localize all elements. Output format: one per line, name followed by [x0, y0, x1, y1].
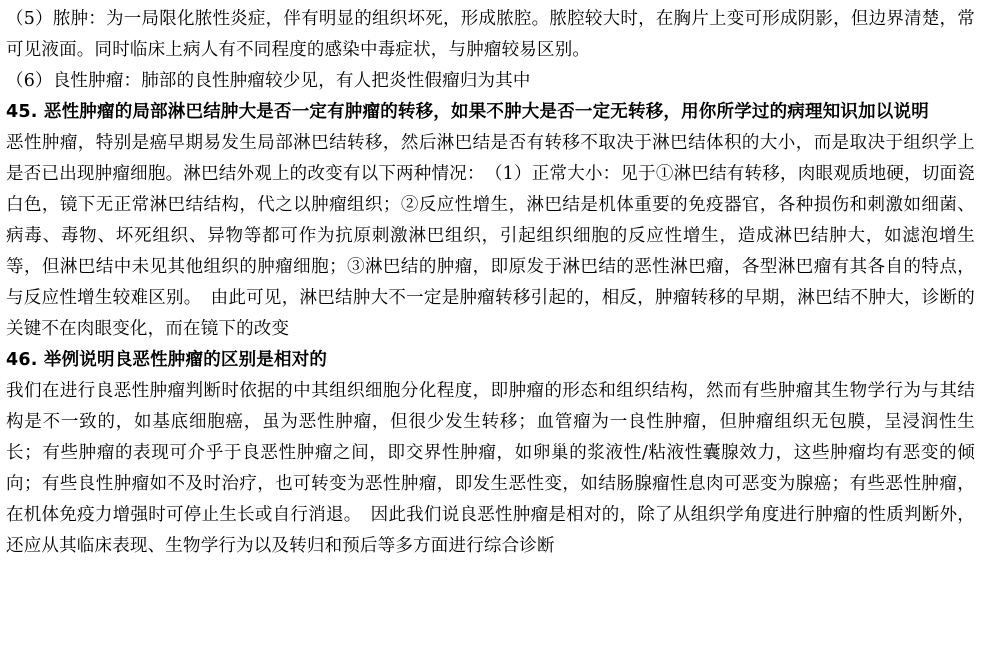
paragraph-abscess: （5）脓肿：为一局限化脓性炎症，伴有明显的组织坏死，形成脓腔。脓腔较大时，在胸片上变可形成阴影，但边界清楚，常可见液面。同时临床上病人有不同程度的感染中毒症状，与肿瘤较易区别。: [6, 9, 975, 60]
paragraph-benign-tumor: （6）良性肿瘤：肺部的良性肿瘤较少见，有人把炎性假瘤归为其中: [6, 71, 531, 91]
answer-45-paragraph: 恶性肿瘤，特别是癌早期易发生局部淋巴结转移，然后淋巴结是否有转移不取决于淋巴结体积的大小，而是取决于组织学上是否已出现肿瘤细胞。淋巴结外观上的改变有以下两种情况： （1）正常大小：见于①淋巴结有转移，肉眼观质地硬，切面瓷白色，镜下无正常淋巴结结构，代之以肿瘤组织；②反应性增生，淋巴结是机体重要的免疫器官，各种损伤和刺激如细菌、病毒、毒物、坏死组织、异物等都可作为抗原刺激淋巴组织，引起组织细胞的反应性增生，造成淋巴结肿大，如滤泡增生等，但淋巴结中未见其他组织的肿瘤细胞；③淋巴结的肿瘤，即原发于淋巴结的恶性淋巴瘤，各型淋巴瘤有其各自的特点，与反应性增生较难区别。 由此可见，淋巴结肿大不一定是肿瘤转移引起的，相反，肿瘤转移的早期，淋巴结不肿大，诊断的关键不在肉眼变化，而在镜下的改变: [6, 133, 975, 339]
question-45-heading: 45. 恶性肿瘤的局部淋巴结肿大是否一定有肿瘤的转移，如果不肿大是否一定无转移，用你所学过的病理知识加以说明: [6, 102, 929, 122]
question-46-heading: 46. 举例说明良恶性肿瘤的区别是相对的: [6, 350, 328, 370]
answer-46-paragraph: 我们在进行良恶性肿瘤判断时依据的中其组织细胞分化程度，即肿瘤的形态和组织结构，然而有些肿瘤其生物学行为与其结构是不一致的，如基底细胞癌，虽为恶性肿瘤，但很少发生转移；血管瘤为一良性肿瘤，但肿瘤组织无包膜，呈浸润性生长；有些肿瘤的表现可介乎于良恶性肿瘤之间，即交界性肿瘤，如卵巢的浆液性/粘液性囊腺效力，这些肿瘤均有恶变的倾向；有些良性肿瘤如不及时治疗，也可转变为恶性肿瘤，即发生恶性变，如结肠腺瘤性息肉可恶变为腺癌；有些恶性肿瘤，在机体免疫力增强时可停止生长或自行消退。 因此我们说良恶性肿瘤是相对的，除了从组织学角度进行肿瘤的性质判断外，还应从其临床表现、生物学行为以及转归和预后等多方面进行综合诊断: [6, 381, 975, 556]
